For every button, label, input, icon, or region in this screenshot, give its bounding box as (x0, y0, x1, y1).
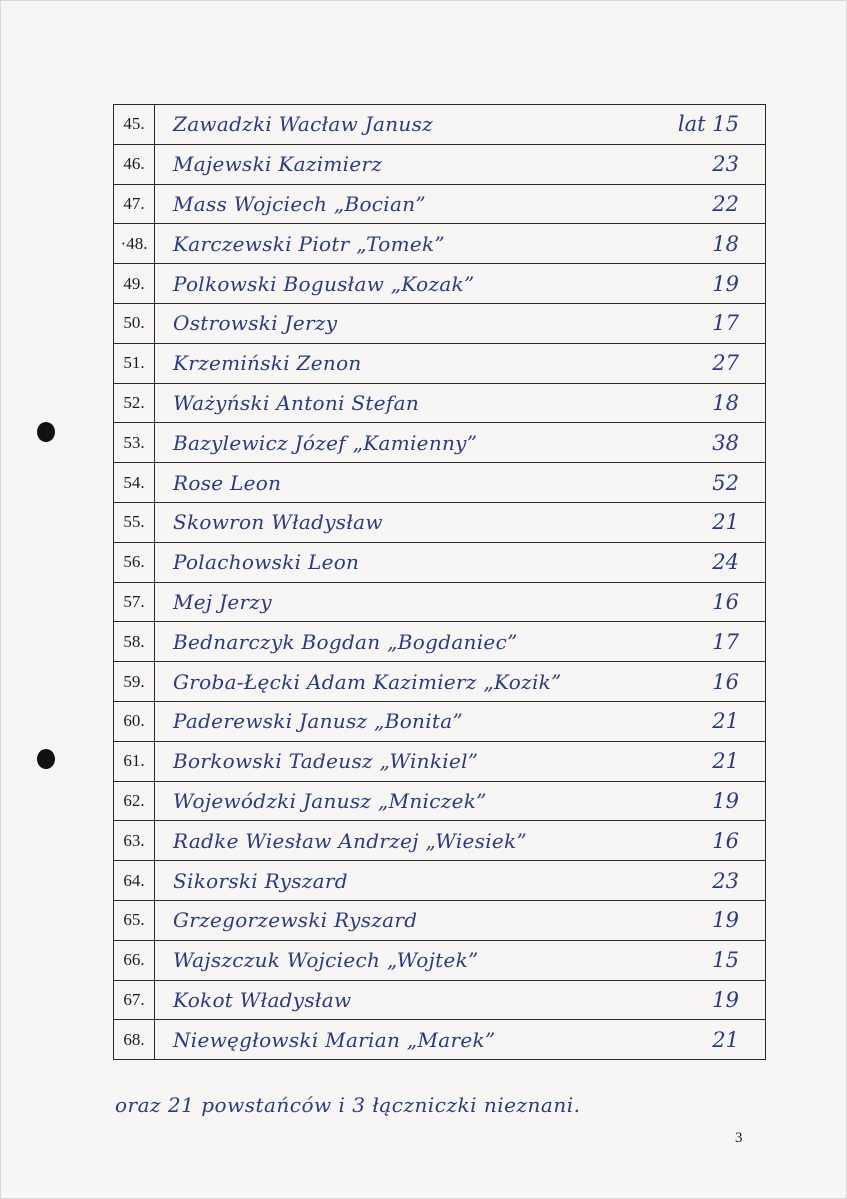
person-name: Bazylewicz Józef „Kamienny” (173, 430, 478, 455)
person-age: 22 (712, 191, 739, 216)
row-number: 45. (114, 105, 155, 145)
person-age: 16 (712, 589, 739, 614)
row-number: 58. (114, 622, 155, 662)
person-age: 21 (712, 1027, 739, 1052)
table-row (114, 105, 766, 145)
table-row (114, 463, 766, 503)
row-number: 56. (114, 542, 155, 582)
footer-note: oraz 21 powstańców i 3 łączniczki nieznani. (115, 1093, 581, 1117)
table-row (114, 542, 766, 582)
table-row (114, 264, 766, 304)
table-row (114, 980, 766, 1020)
table-row (114, 662, 766, 702)
row-entry (155, 542, 766, 582)
row-number: 68. (114, 1020, 155, 1060)
person-name: Polachowski Leon (173, 550, 360, 575)
row-entry (155, 980, 766, 1020)
person-age: 19 (712, 908, 739, 933)
row-entry (155, 383, 766, 423)
table-row (114, 423, 766, 463)
person-name: Ważyński Antoni Stefan (173, 390, 420, 415)
person-age: 16 (712, 828, 739, 853)
table-row (114, 224, 766, 264)
row-entry (155, 303, 766, 343)
person-age: 19 (712, 788, 739, 813)
person-age: 17 (712, 629, 739, 654)
row-entry (155, 502, 766, 542)
table-row (114, 741, 766, 781)
row-entry (155, 821, 766, 861)
table-row (114, 383, 766, 423)
person-name: Majewski Kazimierz (173, 152, 383, 177)
table-row (114, 582, 766, 622)
row-entry (155, 343, 766, 383)
person-age: lat 15 (677, 112, 739, 137)
row-entry (155, 224, 766, 264)
row-entry (155, 940, 766, 980)
row-entry (155, 144, 766, 184)
row-number: 59. (114, 662, 155, 702)
row-number: 53. (114, 423, 155, 463)
table-row (114, 622, 766, 662)
roster-body (114, 105, 766, 1060)
person-age: 38 (712, 430, 739, 455)
row-number: 51. (114, 343, 155, 383)
row-entry (155, 582, 766, 622)
person-name: Ostrowski Jerzy (173, 311, 338, 336)
row-number: 65. (114, 900, 155, 940)
person-age: 23 (712, 868, 739, 893)
person-name: Skowron Władysław (173, 510, 383, 535)
person-name: Zawadzki Wacław Janusz (173, 112, 434, 137)
person-name: Borkowski Tadeusz „Winkiel” (173, 749, 479, 774)
row-number: 52. (114, 383, 155, 423)
person-name: Kokot Władysław (173, 987, 352, 1012)
person-name: Wojewódzki Janusz „Mniczek” (173, 788, 487, 813)
person-age: 24 (712, 550, 739, 575)
row-entry (155, 900, 766, 940)
person-name: Grzegorzewski Ryszard (173, 908, 418, 933)
page-number: 3 (735, 1130, 743, 1146)
row-number: 46. (114, 144, 155, 184)
person-name: Rose Leon (173, 470, 282, 495)
row-number: 62. (114, 781, 155, 821)
row-number: 54. (114, 463, 155, 503)
person-name: Karczewski Piotr „Tomek” (173, 231, 445, 256)
table-row (114, 861, 766, 901)
roster-table (113, 104, 766, 1060)
table-row (114, 343, 766, 383)
person-age: 23 (712, 152, 739, 177)
person-age: 21 (712, 510, 739, 535)
person-age: 17 (712, 311, 739, 336)
row-entry (155, 105, 766, 145)
person-age: 21 (712, 749, 739, 774)
person-name: Wajszczuk Wojciech „Wojtek” (173, 948, 479, 973)
table-row (114, 900, 766, 940)
person-age: 18 (712, 390, 739, 415)
person-age: 16 (712, 669, 739, 694)
person-age: 19 (712, 271, 739, 296)
person-name: Mass Wojciech „Bocian” (173, 191, 426, 216)
table-row (114, 144, 766, 184)
row-number: 67. (114, 980, 155, 1020)
row-entry (155, 662, 766, 702)
person-name: Krzemiński Zenon (173, 351, 362, 376)
table-row (114, 781, 766, 821)
person-name: Sikorski Ryszard (173, 868, 348, 893)
row-entry (155, 622, 766, 662)
person-name: Mej Jerzy (173, 589, 272, 614)
row-number: 47. (114, 184, 155, 224)
person-name: Bednarczyk Bogdan „Bogdaniec” (173, 629, 518, 654)
row-entry (155, 701, 766, 741)
row-number: 57. (114, 582, 155, 622)
row-entry (155, 463, 766, 503)
person-name: Niewęgłowski Marian „Marek” (173, 1027, 496, 1052)
row-number: 64. (114, 861, 155, 901)
row-number: ·48. (114, 224, 155, 264)
punch-hole (37, 749, 55, 769)
table-row (114, 184, 766, 224)
row-entry (155, 423, 766, 463)
table-row (114, 701, 766, 741)
row-entry (155, 781, 766, 821)
row-entry (155, 741, 766, 781)
person-age: 19 (712, 987, 739, 1012)
person-age: 52 (712, 470, 739, 495)
row-number: 49. (114, 264, 155, 304)
table-row (114, 502, 766, 542)
row-entry (155, 1020, 766, 1060)
table-row (114, 303, 766, 343)
person-name: Radke Wiesław Andrzej „Wiesiek” (173, 828, 527, 853)
person-age: 27 (712, 351, 739, 376)
row-number: 61. (114, 741, 155, 781)
row-number: 63. (114, 821, 155, 861)
person-age: 15 (712, 948, 739, 973)
row-number: 55. (114, 502, 155, 542)
table-row (114, 821, 766, 861)
row-entry (155, 861, 766, 901)
row-number: 66. (114, 940, 155, 980)
table-row (114, 940, 766, 980)
person-name: Paderewski Janusz „Bonita” (173, 709, 463, 734)
punch-hole (37, 422, 55, 442)
person-name: Polkowski Bogusław „Kozak” (173, 271, 475, 296)
row-entry (155, 184, 766, 224)
person-age: 18 (712, 231, 739, 256)
row-number: 60. (114, 701, 155, 741)
person-age: 21 (712, 709, 739, 734)
table-row (114, 1020, 766, 1060)
row-entry (155, 264, 766, 304)
row-number: 50. (114, 303, 155, 343)
person-name: Groba-Łęcki Adam Kazimierz „Kozik” (173, 669, 562, 694)
